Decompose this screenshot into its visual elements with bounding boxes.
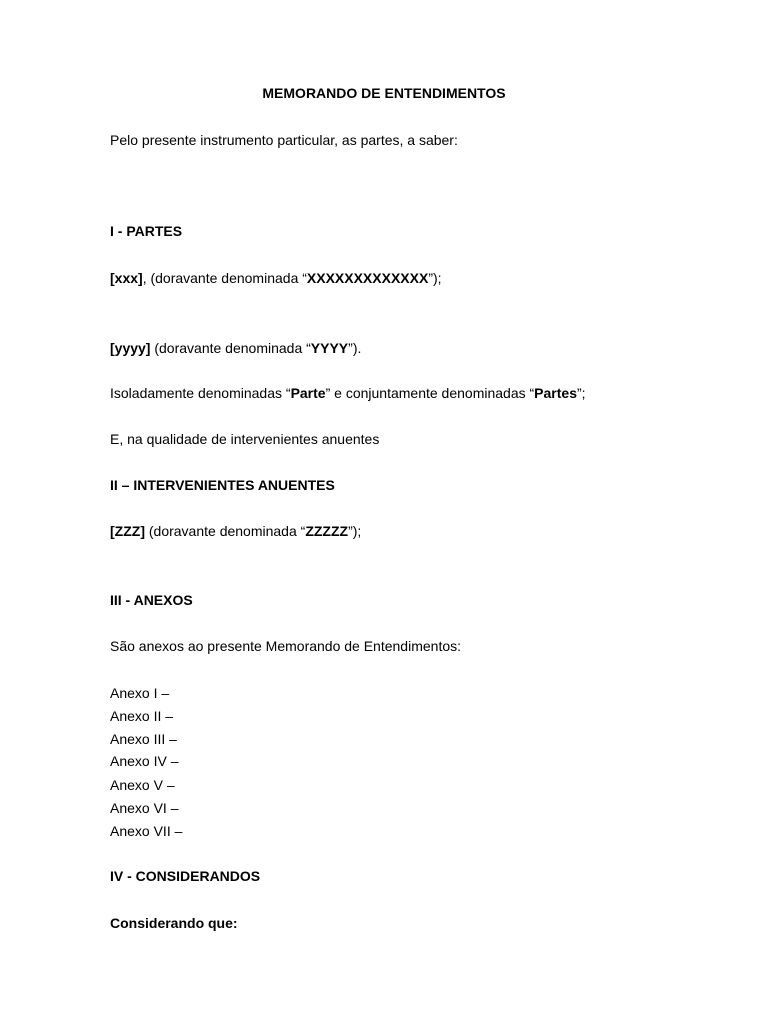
intro-paragraph: Pelo presente instrumento particular, as partes, a saber:: [110, 132, 458, 148]
party-name: [xxx]: [110, 270, 143, 286]
considering-paragraph: [110, 915, 238, 932]
intervening-intro-paragraph: E, na qualidade de intervenientes anuentes: [110, 431, 380, 447]
designation-text-end: ”;: [576, 385, 586, 401]
party-yyyy-paragraph: [110, 340, 361, 357]
party-alias: YYYY: [310, 340, 349, 356]
annex-item-1: Anexo I –: [110, 685, 170, 701]
annex-item-7: Anexo VII –: [110, 823, 183, 839]
annex-item-4: Anexo IV –: [110, 753, 179, 769]
annex-item-5: Anexo V –: [110, 777, 175, 793]
annex-item-2: Anexo II –: [110, 708, 174, 724]
designation-text: Isoladamente denominadas “: [110, 385, 291, 401]
section-heading-anexos: [110, 592, 193, 609]
section-heading-text: IV - CONSIDERANDOS: [110, 868, 261, 884]
section-heading-text: II – INTERVENIENTES ANUENTES: [110, 477, 335, 493]
designation-partes: Partes: [534, 385, 577, 401]
section-heading-text: I - PARTES: [110, 223, 183, 239]
party-alias: ZZZZZ: [305, 523, 349, 539]
party-text: (doravante denominada “: [144, 523, 306, 539]
section-heading-considerandos: [110, 868, 260, 885]
party-alias: XXXXXXXXXXXXX: [306, 270, 429, 286]
considering-text: Considerando que:: [110, 915, 238, 931]
designation-parte: Parte: [290, 385, 326, 401]
document-title: MEMORANDO DE ENTENDIMENTOS: [262, 85, 506, 101]
annex-item-3: Anexo III –: [110, 731, 177, 747]
party-name: [ZZZ]: [110, 523, 145, 539]
party-text: (doravante denominada “: [150, 340, 311, 356]
designation-text: ” e conjuntamente denominadas “: [325, 385, 535, 401]
party-text-end: ”).: [348, 340, 362, 356]
party-xxx-paragraph: [110, 270, 442, 287]
party-text: , (doravante denominada “: [142, 270, 307, 286]
party-text-end: ”);: [348, 523, 362, 539]
section-heading-text: III - ANEXOS: [110, 592, 193, 608]
annexes-intro-paragraph: São anexos ao presente Memorando de Entendimentos:: [110, 638, 462, 654]
section-heading-intervenientes: [110, 477, 335, 494]
party-text-end: ”);: [428, 270, 442, 286]
section-heading-partes: [110, 223, 182, 240]
party-name: [yyyy]: [110, 340, 151, 356]
party-zzz-paragraph: [110, 523, 361, 540]
annex-item-6: Anexo VI –: [110, 800, 179, 816]
collective-designation-paragraph: [110, 385, 586, 402]
